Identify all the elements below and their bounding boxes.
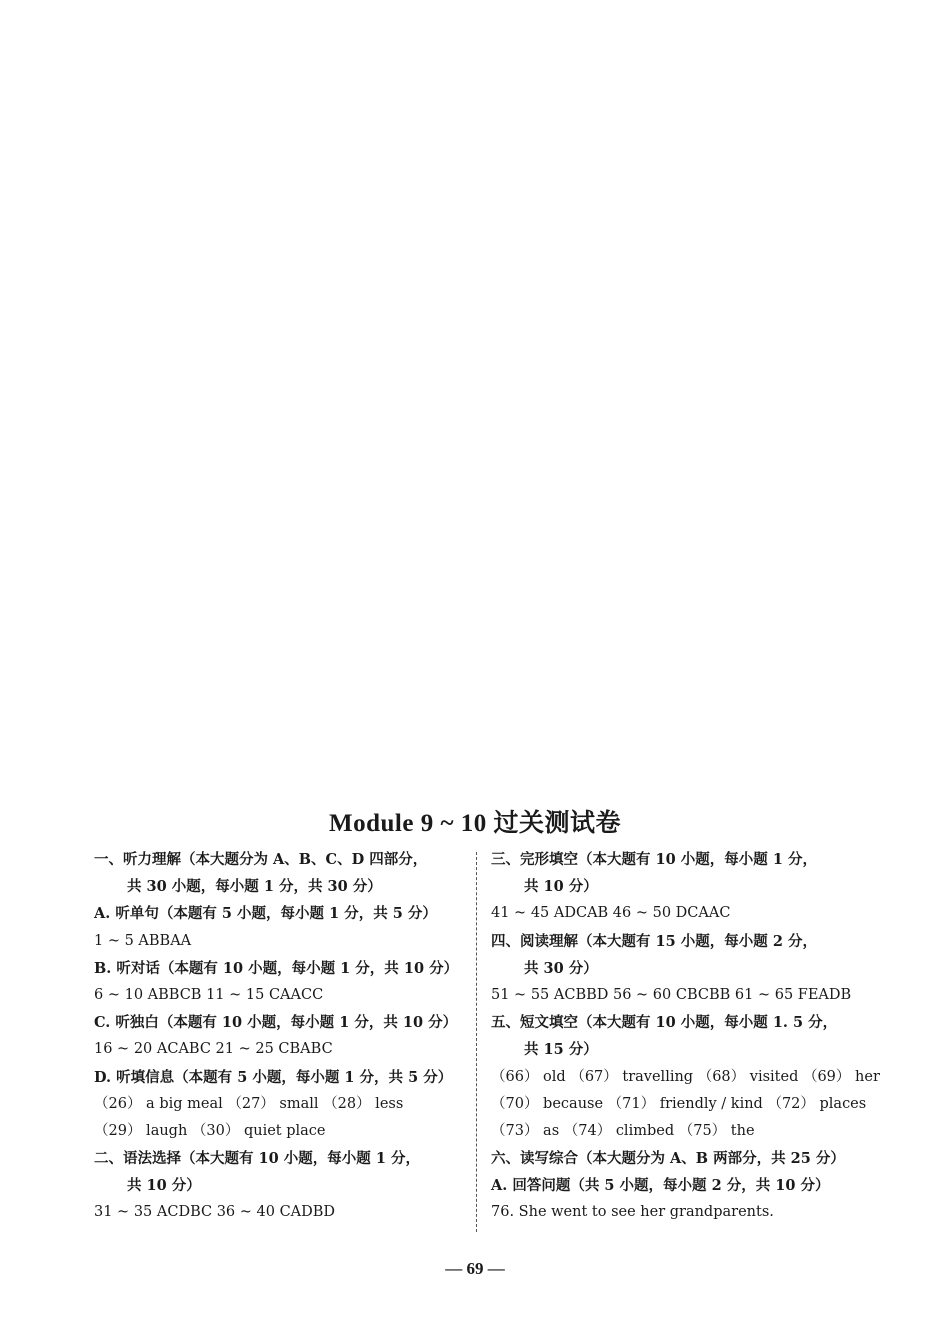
answer-line: 共 10 分）: [524, 878, 598, 896]
answer-line: （66） old （67） travelling （68） visited （69） her: [491, 1068, 880, 1085]
answer-line: 41 ~ 45 ADCAB 46 ~ 50 DCAAC: [491, 905, 731, 922]
page-title: Module 9 ~ 10 过关测试卷: [329, 810, 621, 837]
answer-line: 76. She went to see her grandparents.: [491, 1204, 774, 1221]
right-answer-column: [491, 846, 880, 1227]
answer-line: 一、听力理解（本大题分为 A、B、C、D 四部分，: [94, 851, 428, 868]
answer-line: 四、阅读理解（本大题有 15 小题，每小题 2 分，: [491, 932, 817, 950]
answer-line: A. 听单句（本题有 5 小题，每小题 1 分，共 5 分）: [94, 905, 437, 923]
answer-line: 三、完形填空（本大题有 10 小题，每小题 1 分，: [491, 851, 817, 868]
answer-line: 6 ~ 10 ABBCB 11 ~ 15 CAACC: [94, 986, 324, 1003]
answer-line: 五、短文填空（本大题有 10 小题，每小题 1. 5 分，: [491, 1014, 838, 1032]
answer-line: B. 听对话（本题有 10 小题，每小题 1 分，共 10 分）: [94, 959, 459, 977]
page-number: — 69 —: [445, 1259, 505, 1278]
column-divider: [476, 852, 477, 1232]
answer-line: 31 ~ 35 ACDBC 36 ~ 40 CADBD: [94, 1204, 336, 1221]
answer-line: A. 回答问题（共 5 小题，每小题 2 分，共 10 分）: [491, 1177, 830, 1195]
answer-line: 1 ~ 5 ABBAA: [94, 932, 192, 949]
answer-line: C. 听独白（本题有 10 小题，每小题 1 分，共 10 分）: [94, 1014, 458, 1032]
answer-line: 16 ~ 20 ACABC 21 ~ 25 CBABC: [94, 1041, 333, 1058]
answer-line: D. 听填信息（本题有 5 小题，每小题 1 分，共 5 分）: [94, 1068, 453, 1086]
answer-line: （73） as （74） climbed （75） the: [491, 1122, 755, 1139]
left-answer-column: [94, 846, 466, 1227]
answer-line: 共 30 小题，每小题 1 分，共 30 分）: [127, 878, 382, 896]
answer-line: （29） laugh （30） quiet place: [94, 1122, 326, 1139]
answer-line: 共 15 分）: [524, 1041, 598, 1059]
answer-line: 二、语法选择（本大题有 10 小题，每小题 1 分，: [94, 1150, 420, 1168]
answer-line: （26） a big meal （27） small （28） less: [94, 1095, 404, 1112]
answer-line: 共 10 分）: [127, 1177, 201, 1195]
answer-line: （70） because （71） friendly / kind （72） places: [491, 1095, 867, 1112]
answer-line: 51 ~ 55 ACBBD 56 ~ 60 CBCBB 61 ~ 65 FEADB: [491, 986, 852, 1003]
answer-line: 六、读写综合（本大题分为 A、B 两部分，共 25 分）: [491, 1150, 845, 1168]
answer-line: 共 30 分）: [524, 959, 598, 977]
